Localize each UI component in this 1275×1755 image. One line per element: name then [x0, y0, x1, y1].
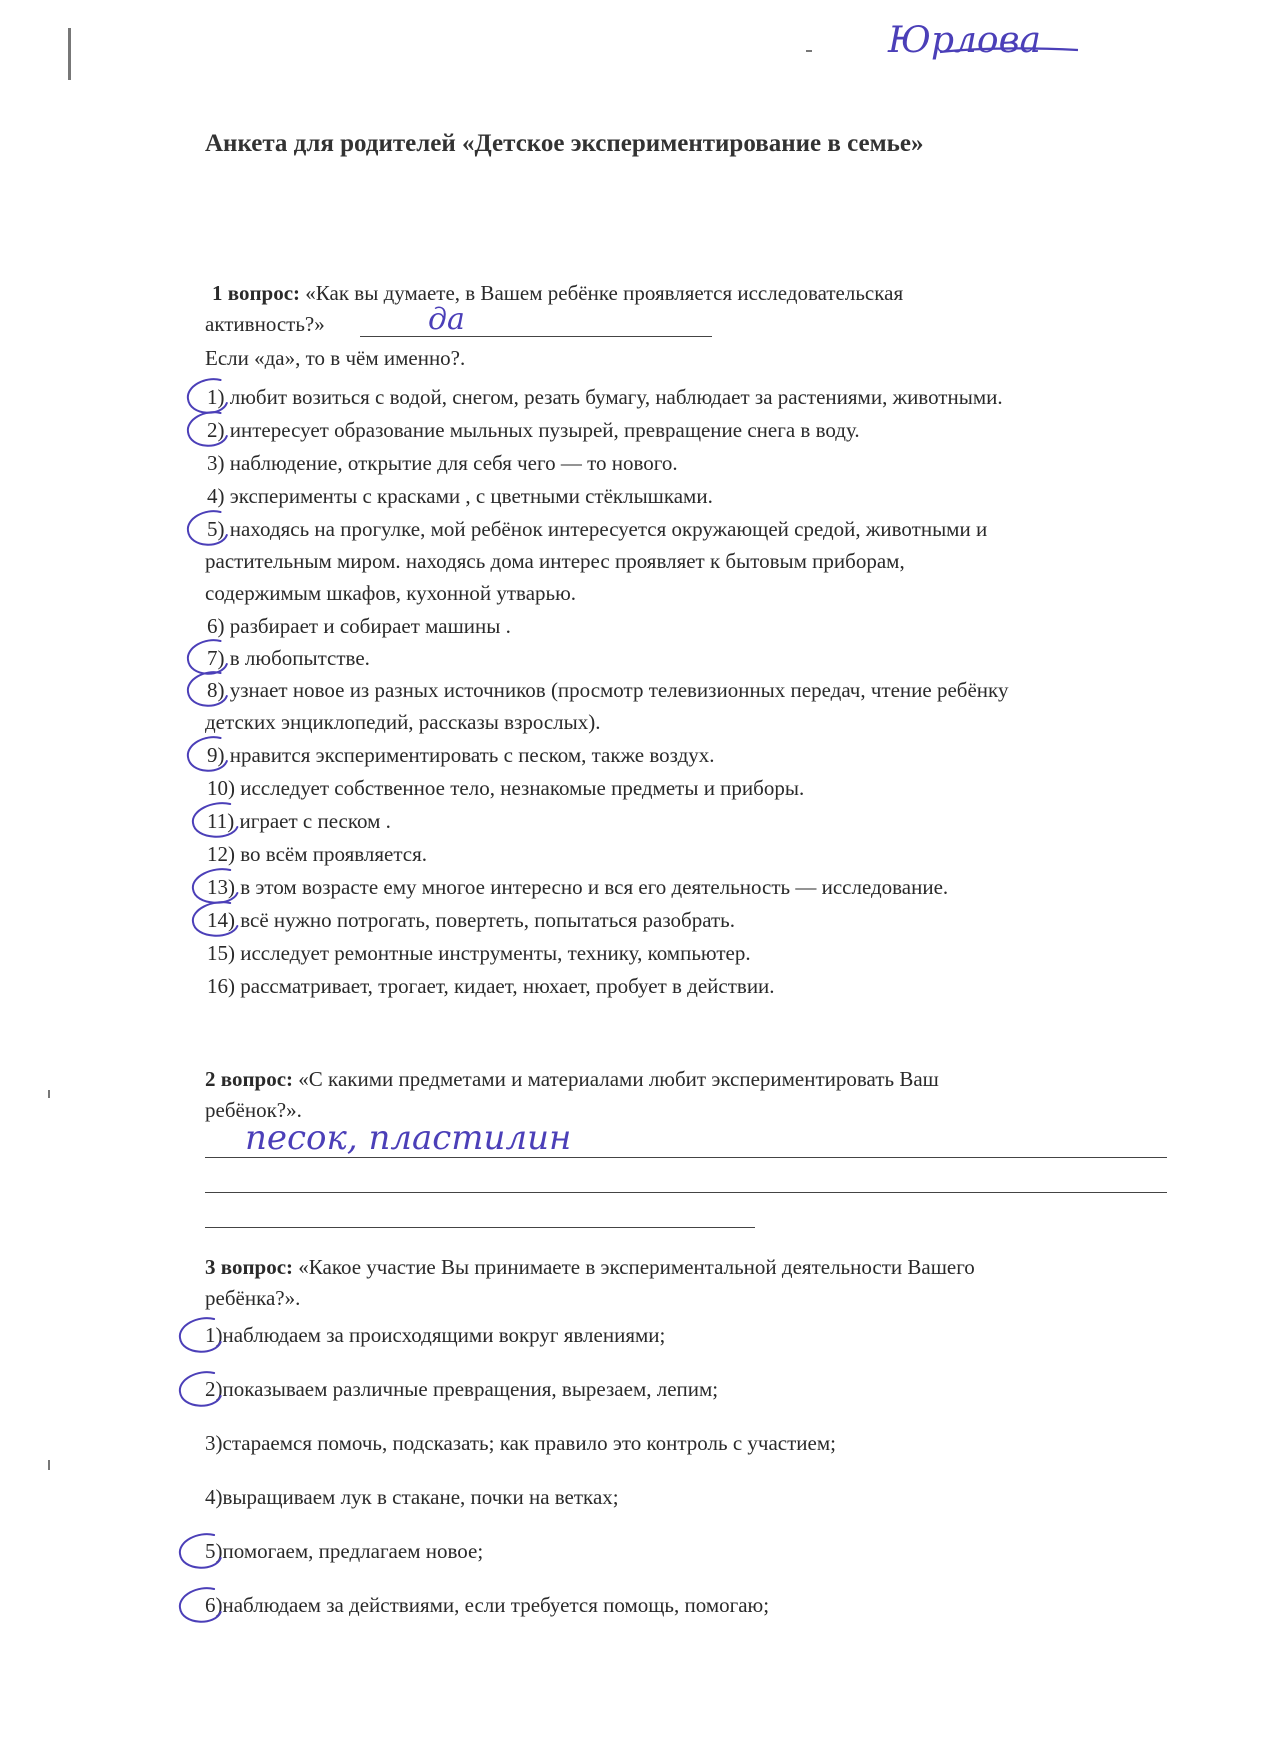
q1-option-number: 7)	[207, 646, 225, 670]
hand-circle-mark	[188, 672, 227, 706]
q3-option-number: 5)	[205, 1539, 223, 1563]
q1-followup: Если «да», то в чём именно?.	[205, 346, 466, 370]
q1-option-label: нравится экспериментировать с песком, также воздух.	[229, 743, 715, 767]
q1-option-label: всё нужно потрогать, повертеть, попытаться разобрать.	[240, 908, 736, 932]
q1-option-number: 9)	[207, 743, 225, 767]
hand-circle-mark	[180, 1588, 221, 1622]
q3-option-label: выращиваем лук в стакане, почки на ветках;	[222, 1485, 619, 1509]
q1-option-label: исследует собственное тело, незнакомые предметы и приборы.	[240, 776, 805, 800]
hand-circle-mark	[188, 511, 227, 545]
hand-circle-mark	[193, 803, 238, 837]
q1-option-number: 15)	[207, 941, 235, 965]
q1-option-number: 1)	[207, 385, 225, 409]
q3-text-line2: ребёнка?».	[205, 1286, 301, 1310]
q1-option-label: эксперименты с красками , с цветными стёклышками.	[229, 484, 713, 508]
q1-option-label: интересует образование мыльных пузырей, превращение снега в воду.	[229, 418, 860, 442]
hand-circle-mark	[188, 412, 227, 446]
q3-option-label: наблюдаем за действиями, если требуется помощь, помогаю;	[222, 1593, 770, 1617]
q1-option-label: играет с песком .	[239, 809, 391, 833]
q2-label: 2 вопрос:	[205, 1067, 294, 1091]
hand-circle-mark	[180, 1318, 221, 1352]
q1-option-label: любит возиться с водой, снегом, резать бумагу, наблюдает за растениями, животными.	[229, 385, 1003, 409]
q1-option-number: 12)	[207, 842, 235, 866]
hand-circle-mark	[193, 902, 238, 936]
q1-option-number: 8)	[207, 678, 225, 702]
q1-option-number: 11)	[207, 809, 235, 833]
q1-option-label: разбирает и собирает машины .	[229, 614, 511, 638]
q3-option-number: 2)	[205, 1377, 223, 1401]
hand-circle-mark	[180, 1534, 221, 1568]
q1-option-label: узнает новое из разных источников (просмотр телевизионных передач, чтение ребёнку	[229, 678, 1009, 702]
q1-option-label: в этом возрасте ему многое интересно и вся его деятельность — исследование.	[240, 875, 949, 899]
page-title: Анкета для родителей «Детское экспериментирование в семье»	[205, 130, 924, 157]
q1-option-label: растительным миром. находясь дома интерес проявляет к бытовым приборам,	[205, 549, 905, 573]
hand-circle-mark	[188, 640, 227, 674]
q3-option-label: помогаем, предлагаем новое;	[222, 1539, 484, 1563]
q1-option-label: рассматривает, трогает, кидает, нюхает, пробует в действии.	[240, 974, 775, 998]
q3-option-number: 1)	[205, 1323, 223, 1347]
q1-option-label: исследует ремонтные инструменты, технику, компьютер.	[240, 941, 751, 965]
q2-text-line2: ребёнок?».	[205, 1098, 302, 1122]
q1-option-number: 6)	[207, 614, 225, 638]
q3-option-label: наблюдаем за происходящими вокруг явлениями;	[222, 1323, 666, 1347]
q1-label: 1 вопрос:	[212, 281, 301, 305]
q1-option-label: детских энциклопедий, рассказы взрослых).	[205, 710, 601, 734]
q1-option-label: находясь на прогулке, мой ребёнок интересуется окружающей средой, животными и	[229, 517, 988, 541]
q1-option-number: 14)	[207, 908, 235, 932]
q3-text-line1: «Какое участие Вы принимаете в экспериментальной деятельности Вашего	[298, 1255, 975, 1279]
signature: Юрлова	[888, 20, 1042, 61]
q3-option-label: стараемся помочь, подсказать; как правило это контроль с участием;	[222, 1431, 836, 1455]
q1-text-line2: активность?»	[205, 312, 325, 336]
hand-circle-mark	[193, 869, 238, 903]
hand-circle-mark	[188, 379, 227, 413]
q1-answer: да	[428, 302, 465, 337]
q1-option-number: 2)	[207, 418, 225, 442]
q3-option-number: 3)	[205, 1431, 223, 1455]
q2-text-line1: «С какими предметами и материалами любит экспериментировать Ваш	[298, 1067, 939, 1091]
q1-option-label: наблюдение, открытие для себя чего — то нового.	[229, 451, 678, 475]
q1-option-label: в любопытстве.	[229, 646, 370, 670]
q1-option-number: 5)	[207, 517, 225, 541]
q1-option-number: 10)	[207, 776, 235, 800]
q1-option-label: содержимым шкафов, кухонной утварью.	[205, 581, 577, 605]
hand-circle-mark	[188, 737, 227, 771]
q3-option-number: 4)	[205, 1485, 223, 1509]
q1-option-number: 13)	[207, 875, 235, 899]
q3-label: 3 вопрос:	[205, 1255, 294, 1279]
q1-option-label: во всём проявляется.	[240, 842, 428, 866]
q1-option-number: 16)	[207, 974, 235, 998]
q3-option-number: 6)	[205, 1593, 223, 1617]
q1-option-number: 4)	[207, 484, 225, 508]
q1-option-number: 3)	[207, 451, 225, 475]
hand-circle-mark	[180, 1372, 221, 1406]
q2-answer: песок, пластилин	[245, 1118, 572, 1158]
q1-text-line1: «Как вы думаете, в Вашем ребёнке проявляется исследовательская	[305, 281, 904, 305]
q3-option-label: показываем различные превращения, вырезаем, лепим;	[222, 1377, 719, 1401]
